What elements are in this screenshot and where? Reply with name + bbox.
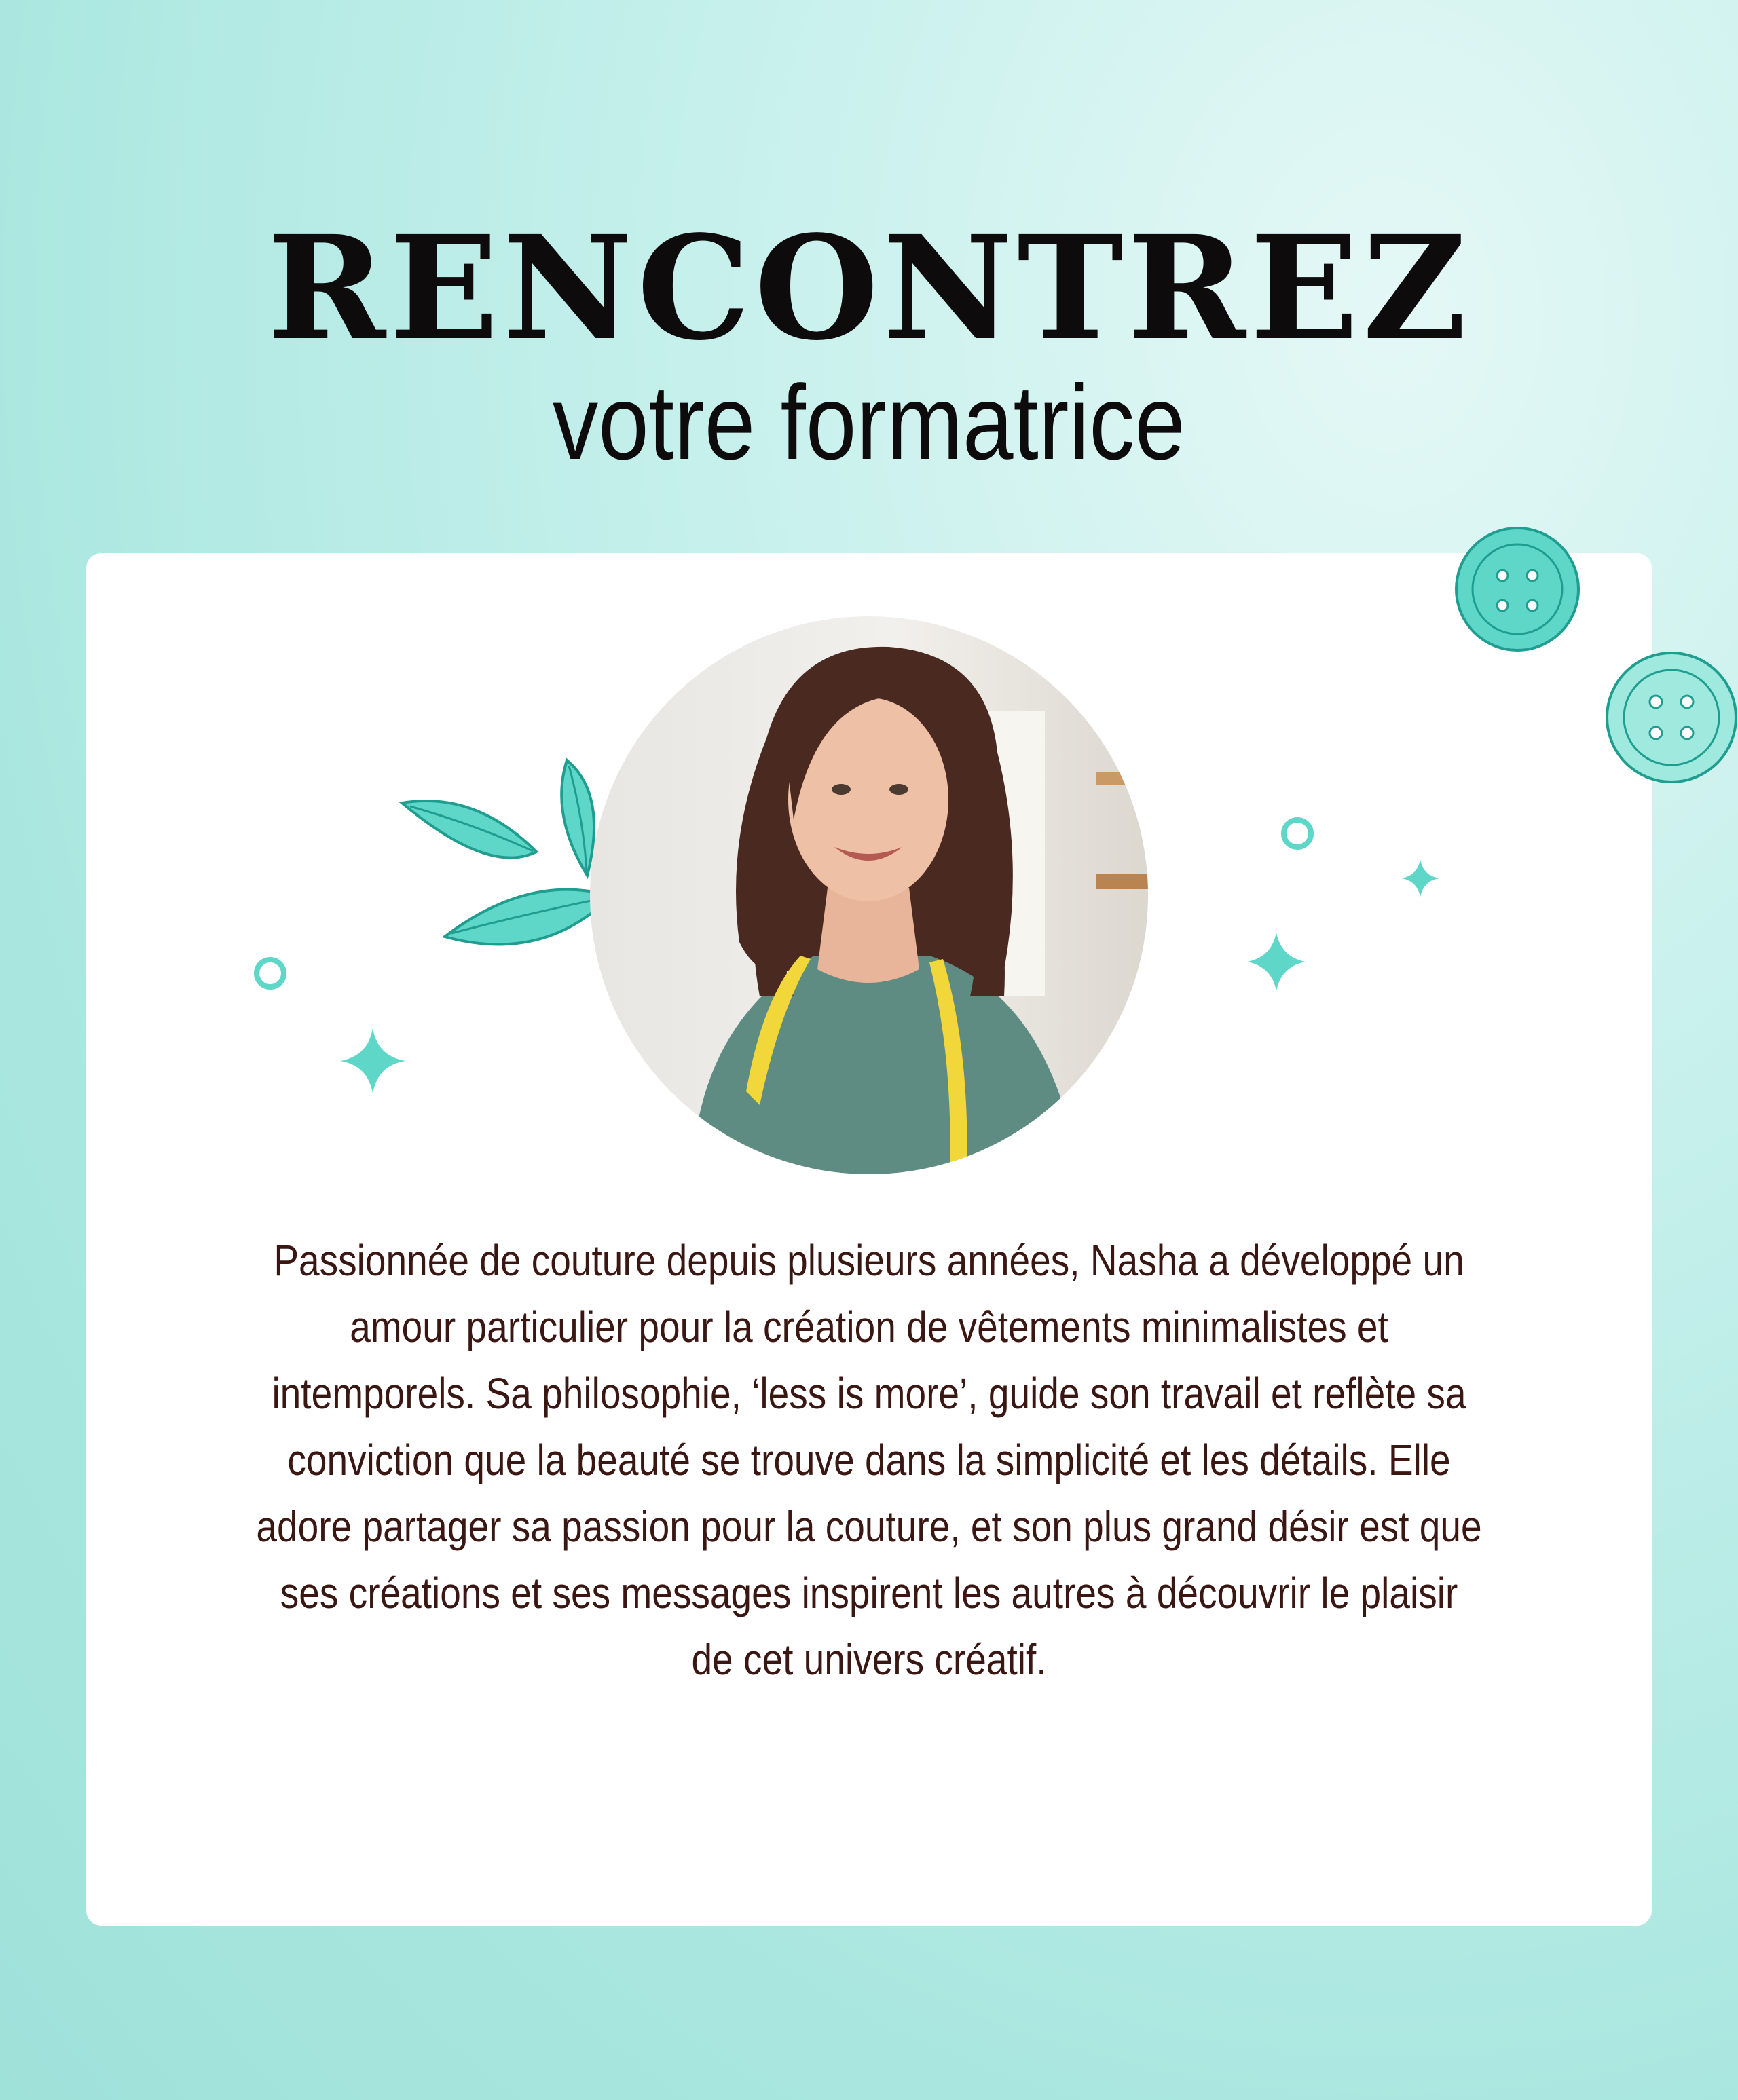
- sparkle-icon: [1401, 859, 1439, 897]
- button-icon: [1607, 653, 1736, 782]
- ring-icon: [257, 960, 284, 987]
- ring-icon: [1284, 820, 1311, 847]
- page-subtitle: votre formatrice: [553, 364, 1185, 482]
- button-icon: [1456, 528, 1578, 650]
- portrait-photo: [590, 616, 1148, 1174]
- leaf-icon: [402, 760, 611, 944]
- page-title: RENCONTREZ: [267, 204, 1471, 372]
- bio-text: Passionnée de couture depuis plusieurs années, Nasha a développé un amour particulier pour la création de vêtements minimalistes et intemporels. Sa philosophie, ‘less is more’, guide son travail et reflète sa conviction que la beauté se trouve dans la simplicité et les détails. Elle adore partager sa passion pour la couture, et son plus grand désir est que ses créations et ses messages inspirent les autres à découvrir le plaisir de cet univers créatif.: [256, 1236, 1482, 1684]
- sparkle-icon: [1247, 933, 1306, 991]
- sparkle-icon: [340, 1028, 405, 1093]
